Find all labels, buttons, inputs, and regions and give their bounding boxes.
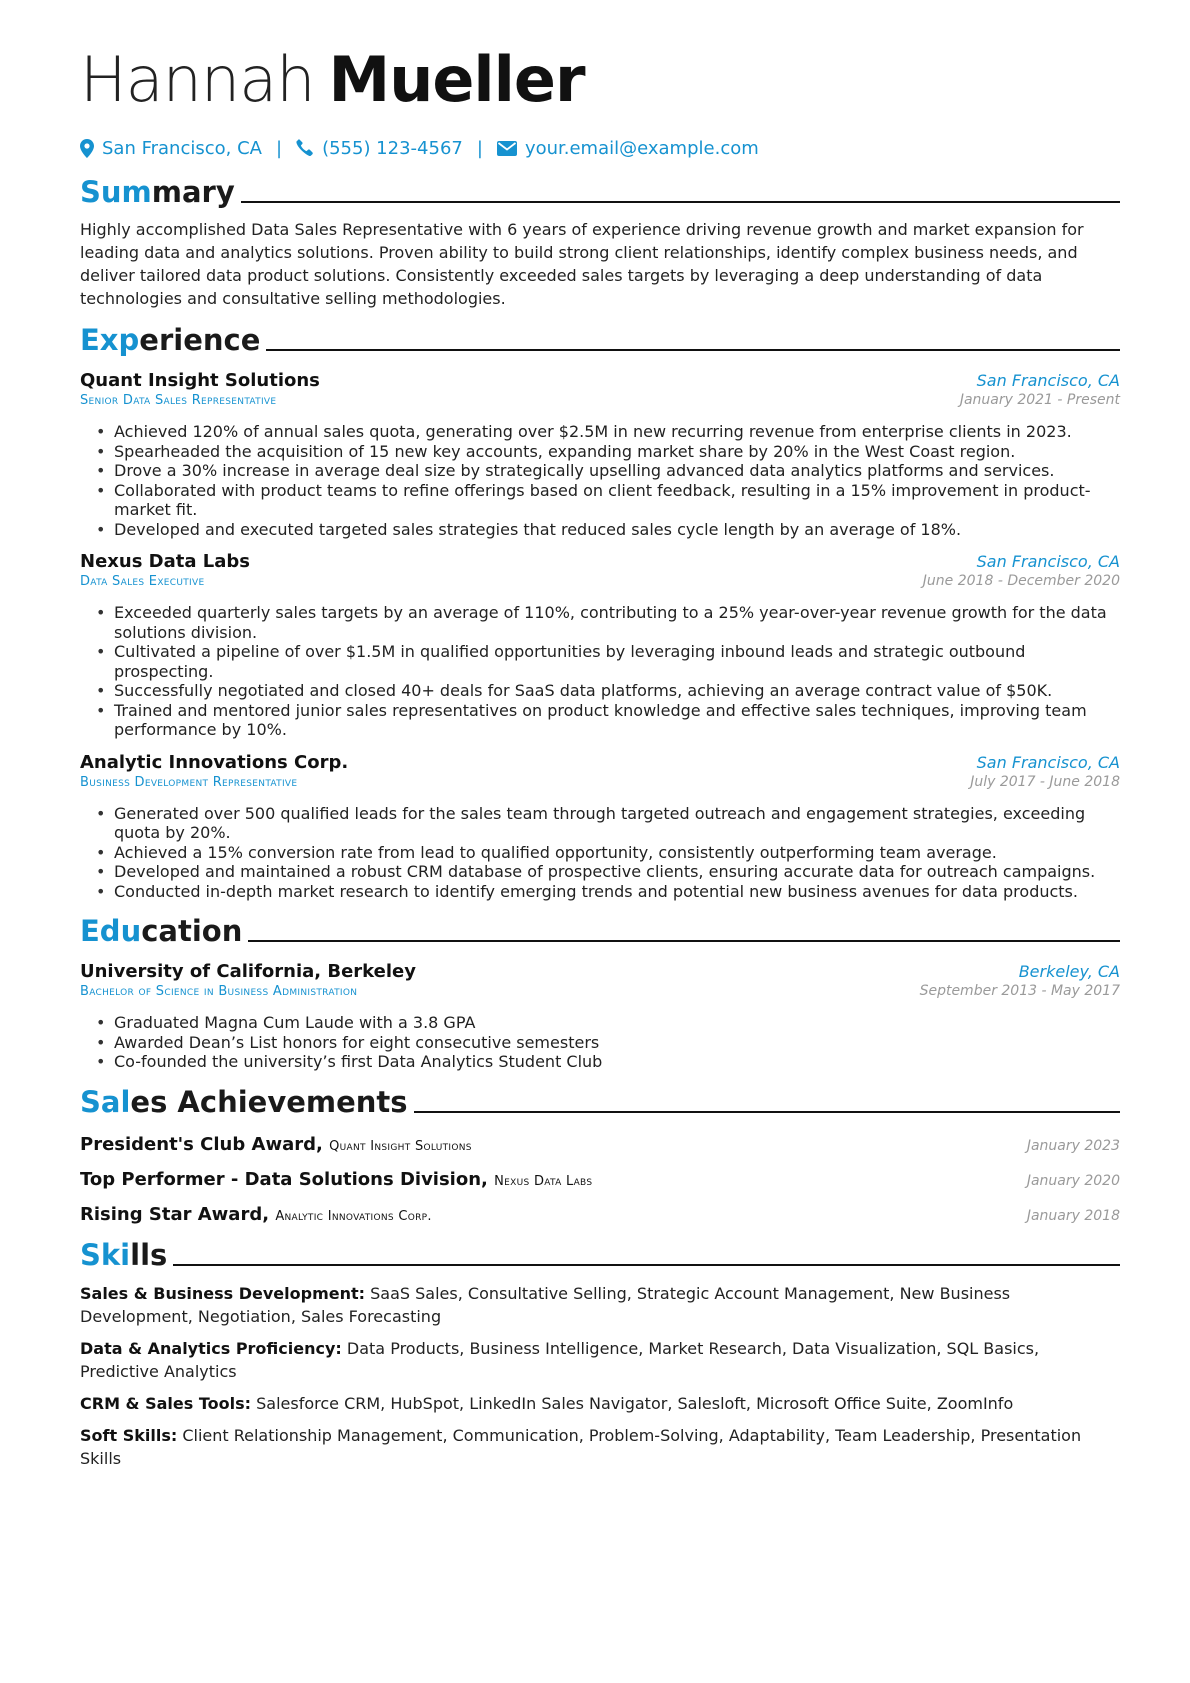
skill-category: Sales & Business Development: bbox=[80, 1283, 366, 1303]
skill-line bbox=[80, 1424, 1120, 1470]
last-name: Mueller bbox=[328, 43, 585, 116]
contact-separator: | bbox=[476, 137, 483, 159]
candidate-name bbox=[80, 40, 1120, 120]
job-dates: January 2021 - Present bbox=[959, 392, 1120, 408]
education-entry bbox=[80, 961, 1120, 1072]
skill-line bbox=[80, 1337, 1120, 1383]
skill-list: Data Products, Business Intelligence, Market Research, Data Visualization, SQL Basics, Predictive Analytics bbox=[80, 1338, 1040, 1381]
section-title: Education bbox=[80, 914, 243, 948]
bullet-item: • Graduated Magna Cum Laude with a 3.8 GPA bbox=[96, 1013, 1120, 1033]
achievements-heading bbox=[80, 1080, 1120, 1120]
school-name: University of California, Berkeley bbox=[80, 961, 416, 982]
bullet-item: • Developed and maintained a robust CRM database of prospective clients, ensuring accurate data for outreach campaigns. bbox=[96, 862, 1120, 882]
contact-bar bbox=[80, 134, 1120, 162]
skills-heading bbox=[80, 1233, 1120, 1273]
degree: Bachelor of Science in Business Administration bbox=[80, 984, 358, 999]
job-title: Data Sales Executive bbox=[80, 574, 205, 589]
bullet-item: • Conducted in-depth market research to identify emerging trends and potential new business avenues for data products. bbox=[96, 882, 1120, 902]
summary-text: Highly accomplished Data Sales Representative with 6 years of experience driving revenue growth and market expansion for leading data and analytics solutions. Proven ability to build strong client relationships, identify complex business needs, and deliver tailored data product solutions. Consistently exceeded sales targets by leveraging a deep understanding of data technologies and consultative selling methodologies. bbox=[80, 220, 1084, 308]
email-text: your.email@example.com bbox=[524, 137, 759, 159]
skill-category: CRM & Sales Tools: bbox=[80, 1393, 252, 1413]
bullet-item: • Drove a 30% increase in average deal size by strategically upselling advanced data analytics platforms and services. bbox=[96, 461, 1120, 481]
job-dates: July 2017 - June 2018 bbox=[970, 773, 1120, 790]
education-bullets bbox=[80, 1013, 1120, 1072]
achievement-title: Top Performer - Data Solutions Division bbox=[80, 1168, 482, 1190]
bullet-item: • Developed and executed targeted sales strategies that reduced sales cycle length by an average of 18%. bbox=[96, 520, 1120, 540]
skill-category: Soft Skills: bbox=[80, 1425, 178, 1445]
section-rule bbox=[248, 940, 1120, 942]
contact-location bbox=[80, 138, 262, 159]
bullet-item: • Collaborated with product teams to refine offerings based on client feedback, resulting in a 15% improvement in product-market fit. bbox=[96, 481, 1120, 520]
achievement-org: Analytic Innovations Corp. bbox=[275, 1208, 432, 1224]
job-entry bbox=[80, 752, 1120, 902]
skill-list: SaaS Sales, Consultative Selling, Strategic Account Management, New Business Development, Negotiation, Sales Forecasting bbox=[80, 1283, 1011, 1326]
job-title: Senior Data Sales Representative bbox=[80, 393, 277, 408]
company-name: Nexus Data Labs bbox=[80, 551, 250, 572]
job-entry bbox=[80, 551, 1120, 740]
job-bullets bbox=[80, 603, 1120, 740]
achievement-title: President's Club Award bbox=[80, 1133, 316, 1155]
skill-line bbox=[80, 1392, 1120, 1415]
achievement-item: President's Club Award, Quant Insight Solutions January 2023 bbox=[80, 1133, 1120, 1155]
skill-line bbox=[80, 1282, 1120, 1328]
contact-email[interactable] bbox=[497, 138, 759, 159]
job-title: Business Development Representative bbox=[80, 774, 298, 790]
skill-list: Salesforce CRM, HubSpot, LinkedIn Sales Navigator, Salesloft, Microsoft Office Suite, ZoomInfo bbox=[256, 1393, 1014, 1413]
contact-separator: | bbox=[275, 137, 283, 159]
location-text: San Francisco, CA bbox=[102, 137, 262, 159]
section-title: Sales Achievements bbox=[80, 1084, 408, 1119]
summary-heading bbox=[80, 170, 1120, 210]
section-rule bbox=[241, 201, 1120, 203]
bullet-item: • Generated over 500 qualified leads for the sales team through targeted outreach and engagement strategies, exceeding quota by 20%. bbox=[96, 804, 1120, 843]
section-rule bbox=[414, 1111, 1120, 1113]
bullet-item: • Cultivated a pipeline of over $1.5M in qualified opportunities by leveraging inbound leads and strategic outbound prospecting. bbox=[96, 642, 1120, 681]
section-title: Skills bbox=[80, 1237, 168, 1272]
achievement-title: Rising Star Award bbox=[80, 1203, 263, 1225]
job-bullets bbox=[80, 804, 1120, 902]
skill-category: Data & Analytics Proficiency: bbox=[80, 1338, 342, 1358]
bullet-item: • Co-founded the university’s first Data Analytics Student Club bbox=[96, 1052, 1120, 1072]
bullet-item: • Successfully negotiated and closed 40+ deals for SaaS data platforms, achieving an average contract value of $50K. bbox=[96, 681, 1120, 701]
skill-list: Client Relationship Management, Communication, Problem-Solving, Adaptability, Team Leadership, Presentation Skills bbox=[80, 1425, 1082, 1468]
job-location: San Francisco, CA bbox=[976, 371, 1120, 390]
experience-heading bbox=[80, 318, 1120, 358]
achievement-item: Top Performer - Data Solutions Division, Nexus Data Labs January 2020 bbox=[80, 1168, 1120, 1190]
achievement-date: January 2023 bbox=[1026, 1137, 1120, 1154]
bullet-item: • Exceeded quarterly sales targets by an average of 110%, contributing to a 25% year-over-year revenue growth for the data solutions division. bbox=[96, 603, 1120, 642]
school-location: Berkeley, CA bbox=[1018, 962, 1120, 981]
achievement-org: Nexus Data Labs bbox=[494, 1173, 593, 1189]
education-heading bbox=[80, 909, 1120, 949]
map-marker-icon bbox=[80, 139, 94, 158]
company-name: Analytic Innovations Corp. bbox=[80, 751, 349, 773]
envelope-icon bbox=[497, 141, 517, 156]
achievement-org: Quant Insight Solutions bbox=[329, 1138, 472, 1154]
resume-page bbox=[80, 40, 1120, 1470]
company-name: Quant Insight Solutions bbox=[80, 370, 320, 391]
job-location: San Francisco, CA bbox=[976, 752, 1120, 772]
achievement-date: January 2018 bbox=[1026, 1207, 1120, 1224]
section-title: Summary bbox=[80, 175, 235, 209]
achievement-item: Rising Star Award, Analytic Innovations Corp. January 2018 bbox=[80, 1203, 1120, 1225]
phone-icon bbox=[296, 139, 314, 157]
job-entry bbox=[80, 370, 1120, 539]
job-bullets bbox=[80, 422, 1120, 539]
job-location: San Francisco, CA bbox=[976, 552, 1120, 571]
phone-text: (555) 123-4567 bbox=[322, 137, 463, 159]
achievement-date: January 2020 bbox=[1026, 1172, 1120, 1189]
section-rule bbox=[173, 1264, 1120, 1266]
section-rule bbox=[266, 349, 1120, 351]
bullet-item: • Achieved a 15% conversion rate from lead to qualified opportunity, consistently outperforming team average. bbox=[96, 843, 1120, 863]
education-dates: September 2013 - May 2017 bbox=[919, 983, 1120, 999]
section-title: Experience bbox=[80, 323, 261, 357]
bullet-item: • Trained and mentored junior sales representatives on product knowledge and effective sales techniques, improving team performance by 10%. bbox=[96, 701, 1120, 740]
contact-phone[interactable] bbox=[296, 138, 463, 159]
bullet-item: • Achieved 120% of annual sales quota, generating over $2.5M in new recurring revenue from enterprise clients in 2023. bbox=[96, 422, 1120, 442]
job-dates: June 2018 - December 2020 bbox=[922, 573, 1120, 589]
first-name: Hannah bbox=[80, 43, 315, 116]
bullet-item: • Spearheaded the acquisition of 15 new key accounts, expanding market share by 20% in the West Coast region. bbox=[96, 442, 1120, 462]
bullet-item: • Awarded Dean’s List honors for eight consecutive semesters bbox=[96, 1033, 1120, 1053]
